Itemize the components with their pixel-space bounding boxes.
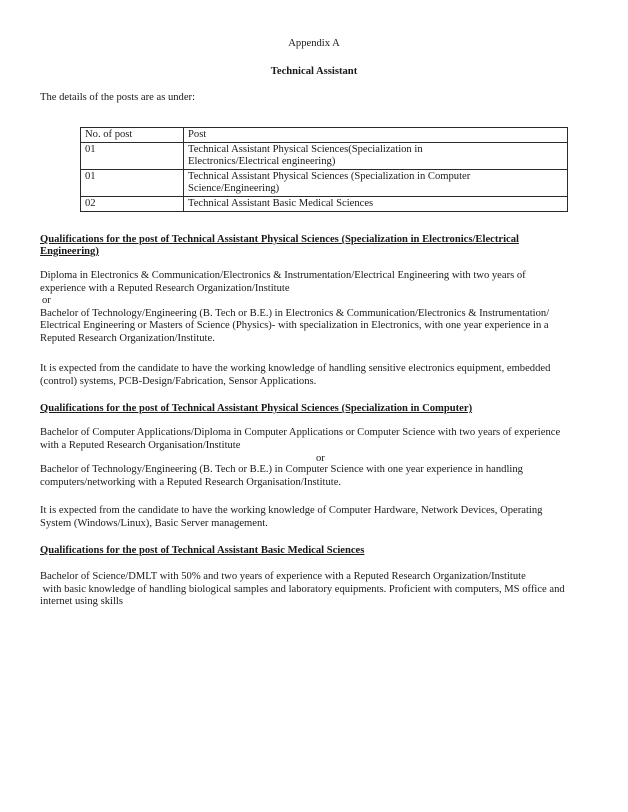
table-row (81, 143, 568, 170)
section3-paragraph (40, 571, 600, 609)
text-line: It is expected from the candidate to have the working knowledge of handling sensitive electronics equipment, embedded (40, 363, 551, 374)
table-row (81, 170, 568, 197)
text-line: Diploma in Electronics & Communication/Electronics & Instrumentation/Electrical Engineering with two years of (40, 270, 526, 281)
page-title: Technical Assistant (270, 66, 358, 77)
text-line: Bachelor of Technology/Engineering (B. Tech or B.E.) in Electronics & Communication/Electronics & Instrumentation/ (40, 307, 550, 319)
section2-paragraph-bca (40, 427, 600, 452)
text-line: with basic knowledge of handling biological samples and laboratory equipments. Proficient with computers, MS office and (40, 583, 565, 595)
posts-table (80, 127, 568, 212)
post-name-line: Science/Engineering) (188, 183, 280, 194)
section1-paragraph-diploma (40, 270, 600, 345)
section1-heading-line: Qualifications for the post of Technical Assistant Physical Sciences (Specialization in Electronics/Electrical (40, 234, 519, 245)
column-header-count: No. of post (81, 128, 184, 143)
text-line: System (Windows/Linux), Basic Server management. (40, 517, 268, 529)
table-header-row (81, 128, 568, 143)
text-line: with a Reputed Research Organisation/Institute (40, 439, 241, 451)
table-row (81, 197, 568, 212)
text-line: Reputed Research Organization/Institute. (40, 332, 215, 344)
post-name (184, 143, 568, 170)
appendix-label: Appendix A (288, 38, 340, 49)
text-line: computers/networking with a Reputed Research Organisation/Institute. (40, 476, 342, 488)
text-line: It is expected from the candidate to have the working knowledge of Computer Hardware, Network Devices, Operating (40, 505, 543, 516)
section2-heading: Qualifications for the post of Technical Assistant Physical Sciences (Specialization in Computer) (40, 403, 473, 414)
section2-paragraph-expectation (40, 505, 600, 530)
text-line: experience with a Reputed Research Organization/Institute (40, 282, 290, 294)
column-header-post: Post (184, 128, 568, 143)
text-line: Bachelor of Science/DMLT with 50% and two years of experience with a Reputed Research Organization/Institute (40, 571, 526, 582)
section1-heading-line: Engineering) (40, 246, 99, 257)
or-separator: or (316, 453, 325, 464)
section1-heading (40, 234, 588, 258)
post-name-line: Technical Assistant Physical Sciences (Specialization in Computer (188, 171, 471, 182)
text-line: internet using skills (40, 596, 123, 607)
text-line: Bachelor of Computer Applications/Diploma in Computer Applications or Computer Science with two years of experience (40, 427, 561, 438)
post-count: 02 (81, 197, 184, 212)
intro-text: The details of the posts are as under: (40, 92, 196, 103)
post-name: Technical Assistant Basic Medical Sciences (184, 197, 568, 212)
or-separator: or (42, 295, 51, 306)
post-count: 01 (81, 170, 184, 197)
post-count: 01 (81, 143, 184, 170)
section2-paragraph-btech (40, 464, 600, 489)
text-line: Bachelor of Technology/Engineering (B. Tech or B.E.) in Computer Science with one year experience in handling (40, 464, 523, 475)
text-line: Electrical Engineering or Masters of Science (Physics)- with specialization in Electronics, with one year experience in a (40, 320, 549, 331)
text-line: (control) systems, PCB-Design/Fabrication, Sensor Applications. (40, 375, 317, 387)
post-name-line: Electronics/Electrical engineering) (188, 156, 336, 167)
post-name-line: Technical Assistant Physical Sciences(Specialization in (188, 144, 423, 155)
post-name (184, 170, 568, 197)
section1-paragraph-expectation (40, 363, 600, 388)
section3-heading: Qualifications for the post of Technical Assistant Basic Medical Sciences (40, 545, 365, 556)
